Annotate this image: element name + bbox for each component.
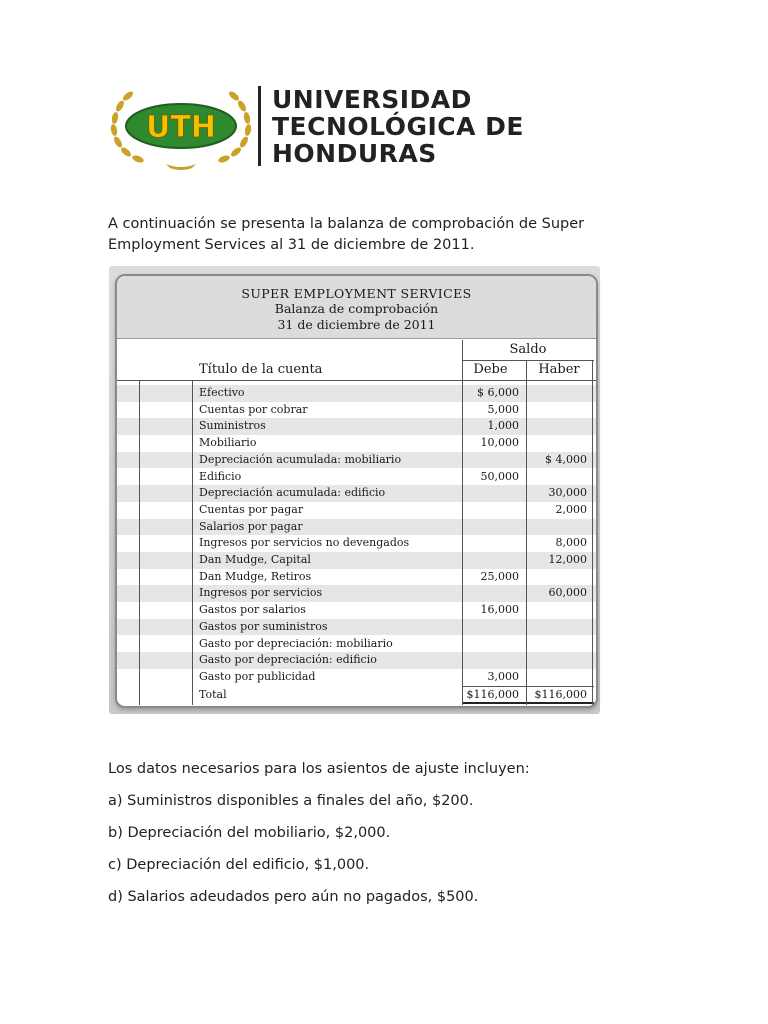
haber-cell: 8,000 [555,536,587,550]
column-rule [462,340,463,705]
uth-emblem-icon [106,84,256,170]
table-row [117,469,596,486]
trial-balance-panel [115,274,598,708]
trial-balance-figure [109,266,600,714]
account-cell: Dan Mudge, Retiros [199,569,312,583]
statement-date: 31 de diciembre de 2011 [277,317,436,332]
table-row [117,669,596,686]
row-rule [117,380,596,381]
intro-paragraph: A continuación se presenta la balanza de comprobación de Super Employment Services al 31 de diciembre de 2011. [108,216,585,253]
account-cell: Dan Mudge, Capital [199,553,311,566]
company-name: SUPER EMPLOYMENT SERVICES [241,286,472,301]
haber-cell: 60,000 [548,586,587,600]
debe-cell: 3,000 [487,669,519,683]
table-row [117,385,596,402]
haber-cell: 2,000 [555,502,587,516]
table-row [117,402,596,419]
total-debe: $116,000 [466,687,519,701]
haber-cell: 30,000 [548,486,587,500]
row-rule [462,686,594,687]
table-row [117,569,596,586]
university-name-line: HONDURAS [272,139,437,168]
column-rule [139,380,140,705]
university-name-line: TECNOLÓGICA DE [272,112,524,141]
table-row [117,552,596,569]
debe-cell: $ 6,000 [477,386,519,399]
debe-cell: 16,000 [480,603,519,617]
account-cell: Efectivo [199,386,245,399]
debe-cell: 5,000 [487,402,519,416]
account-cell: Ingresos por servicios [199,586,323,600]
account-cell: Gastos por salarios [199,603,306,617]
account-cell: Suministros [199,419,266,433]
account-cell: Mobiliario [199,436,257,450]
total-row [117,687,596,704]
account-cell: Cuentas por cobrar [199,402,308,416]
account-cell: Cuentas por pagar [199,502,304,516]
account-cell: Gasto por publicidad [199,669,316,683]
table-row [117,619,596,636]
account-cell: Ingresos por servicios no devengados [199,536,410,550]
account-cell: Gasto por depreciación: edificio [199,653,377,667]
table-row [117,519,596,536]
university-name-line: UNIVERSIDAD [272,85,472,114]
svg-text:UTH: UTH [146,110,216,145]
row-rule [462,702,594,704]
note-item: a) Suministros disponibles a finales del año, $200. [108,793,474,809]
total-haber: $116,000 [534,687,587,701]
note-item: c) Depreciación del edificio, $1,000. [108,857,370,873]
debe-cell: 1,000 [487,419,519,433]
debe-cell: 50,000 [480,469,519,483]
account-cell: Gastos por suministros [199,619,328,633]
table-row [117,452,596,469]
statement-header [117,276,596,339]
debe-cell: 10,000 [480,436,519,450]
account-cell: Edificio [199,469,242,483]
saldo-header: Saldo [509,342,547,357]
statement-title: Balanza de comprobación [274,301,439,316]
university-logo [106,84,536,174]
haber-cell: 12,000 [548,553,587,566]
notes-intro: Los datos necesarios para los asientos de ajuste incluyen: [108,761,530,777]
university-name [272,86,524,167]
table-row [117,485,596,502]
account-cell: Gasto por depreciación: mobiliario [199,636,393,650]
column-header-debe: Debe [473,362,508,377]
table-row [117,585,596,602]
account-cell: Salarios por pagar [199,519,303,533]
total-label: Total [199,687,227,701]
column-header-haber: Haber [538,362,580,377]
column-rule [592,360,593,705]
column-rule [526,360,527,705]
table-row [117,418,596,435]
column-header-account: Título de la cuenta [199,362,323,377]
debe-cell: 25,000 [480,569,519,583]
table-row [117,435,596,452]
table-row [117,602,596,619]
column-rule [192,380,193,705]
table-row [117,502,596,519]
table-row [117,535,596,552]
haber-cell: $ 4,000 [545,452,587,466]
note-item: b) Depreciación del mobiliario, $2,000. [108,825,391,841]
note-item: d) Salarios adeudados pero aún no pagados, $500. [108,889,479,905]
account-cell: Depreciación acumulada: edificio [199,486,386,500]
table-row [117,652,596,669]
table-row [117,636,596,653]
row-rule [462,360,594,361]
logo-divider [258,86,261,166]
account-cell: Depreciación acumulada: mobiliario [199,452,402,466]
